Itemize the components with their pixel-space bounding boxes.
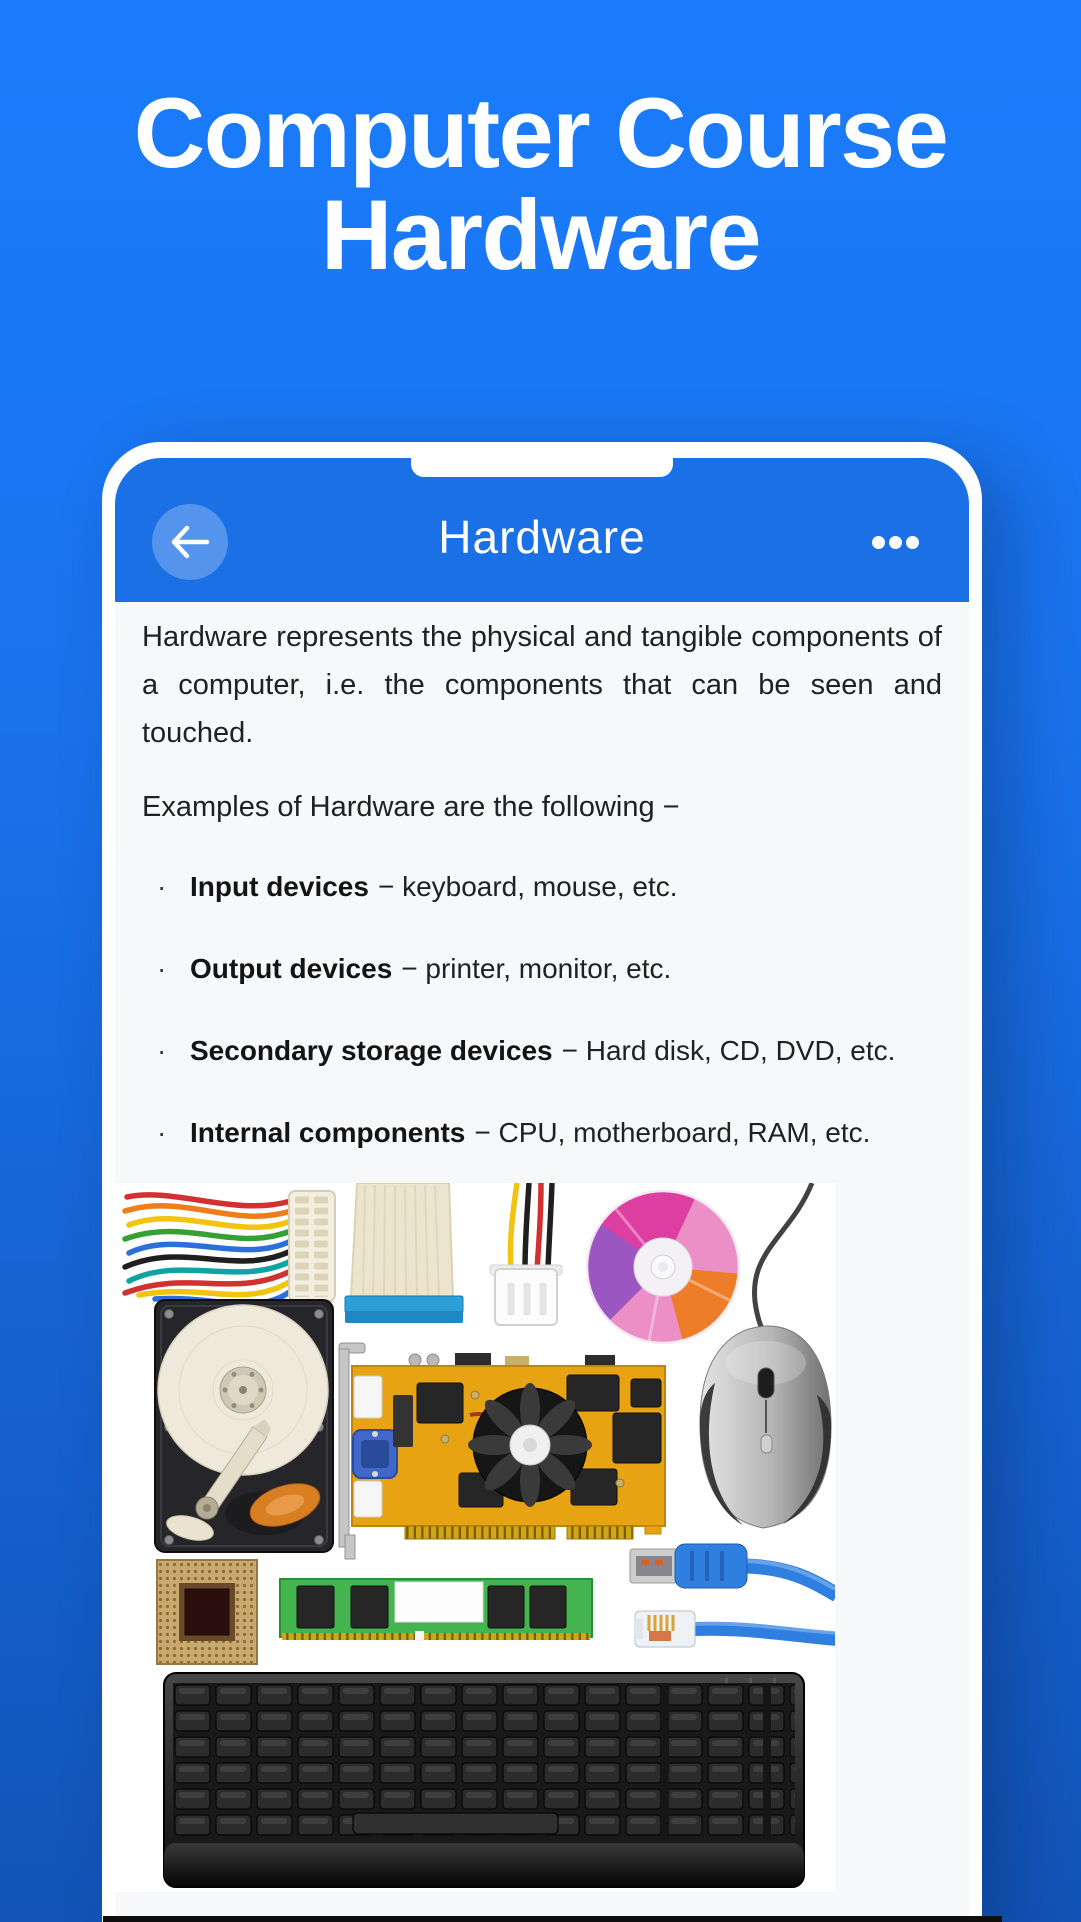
dot-icon (889, 536, 902, 549)
hard-disk-drive (155, 1300, 333, 1552)
bullet-term: Input devices (190, 871, 369, 902)
bullet-term: Secondary storage devices (190, 1035, 553, 1066)
bullet-term: Output devices (190, 953, 393, 984)
bullet-icon: · (157, 1117, 167, 1148)
bullet-icon: · (157, 953, 167, 984)
ribbon-cable (345, 1183, 463, 1323)
bullet-list (157, 872, 942, 1148)
dot-icon (906, 536, 919, 549)
list-item (157, 1036, 942, 1066)
bullet-desc: − Hard disk, CD, DVD, etc. (561, 1035, 896, 1066)
app-bar (115, 458, 969, 602)
dot-icon (872, 536, 885, 549)
list-item (157, 954, 942, 984)
page-title (0, 77, 1081, 290)
bullet-term: Internal components (190, 1117, 466, 1148)
more-options-button[interactable] (872, 536, 919, 549)
bullet-icon: · (157, 871, 167, 902)
hardware-components-photo (115, 1183, 835, 1892)
paragraph-definition: Hardware represents the physical and tangible components of a computer, i.e. the components that can be seen and touched. (142, 621, 942, 749)
app-content (115, 602, 969, 1200)
paragraph-examples: Examples of Hardware are the following − (142, 791, 680, 823)
keyboard (164, 1673, 804, 1887)
bullet-desc: − printer, monitor, etc. (401, 953, 672, 984)
bullet-icon: · (157, 1035, 167, 1066)
list-item (157, 1118, 942, 1148)
appbar-title: Hardware (438, 511, 646, 563)
phone-mockup (102, 442, 982, 1922)
list-item (157, 872, 942, 902)
graphics-card (339, 1343, 665, 1559)
phone-notch (411, 458, 673, 477)
page-title-line2: Hardware (320, 179, 761, 290)
page-title-line1: Computer Course (133, 77, 948, 188)
cpu-chip (157, 1560, 257, 1664)
ram-module (280, 1579, 592, 1641)
bullet-desc: − keyboard, mouse, etc. (377, 871, 678, 902)
phone-screen (115, 458, 969, 1922)
cd-dvd-disc (587, 1191, 739, 1343)
bullet-desc: − CPU, motherboard, RAM, etc. (474, 1117, 871, 1148)
bottom-bar (103, 1916, 1002, 1922)
